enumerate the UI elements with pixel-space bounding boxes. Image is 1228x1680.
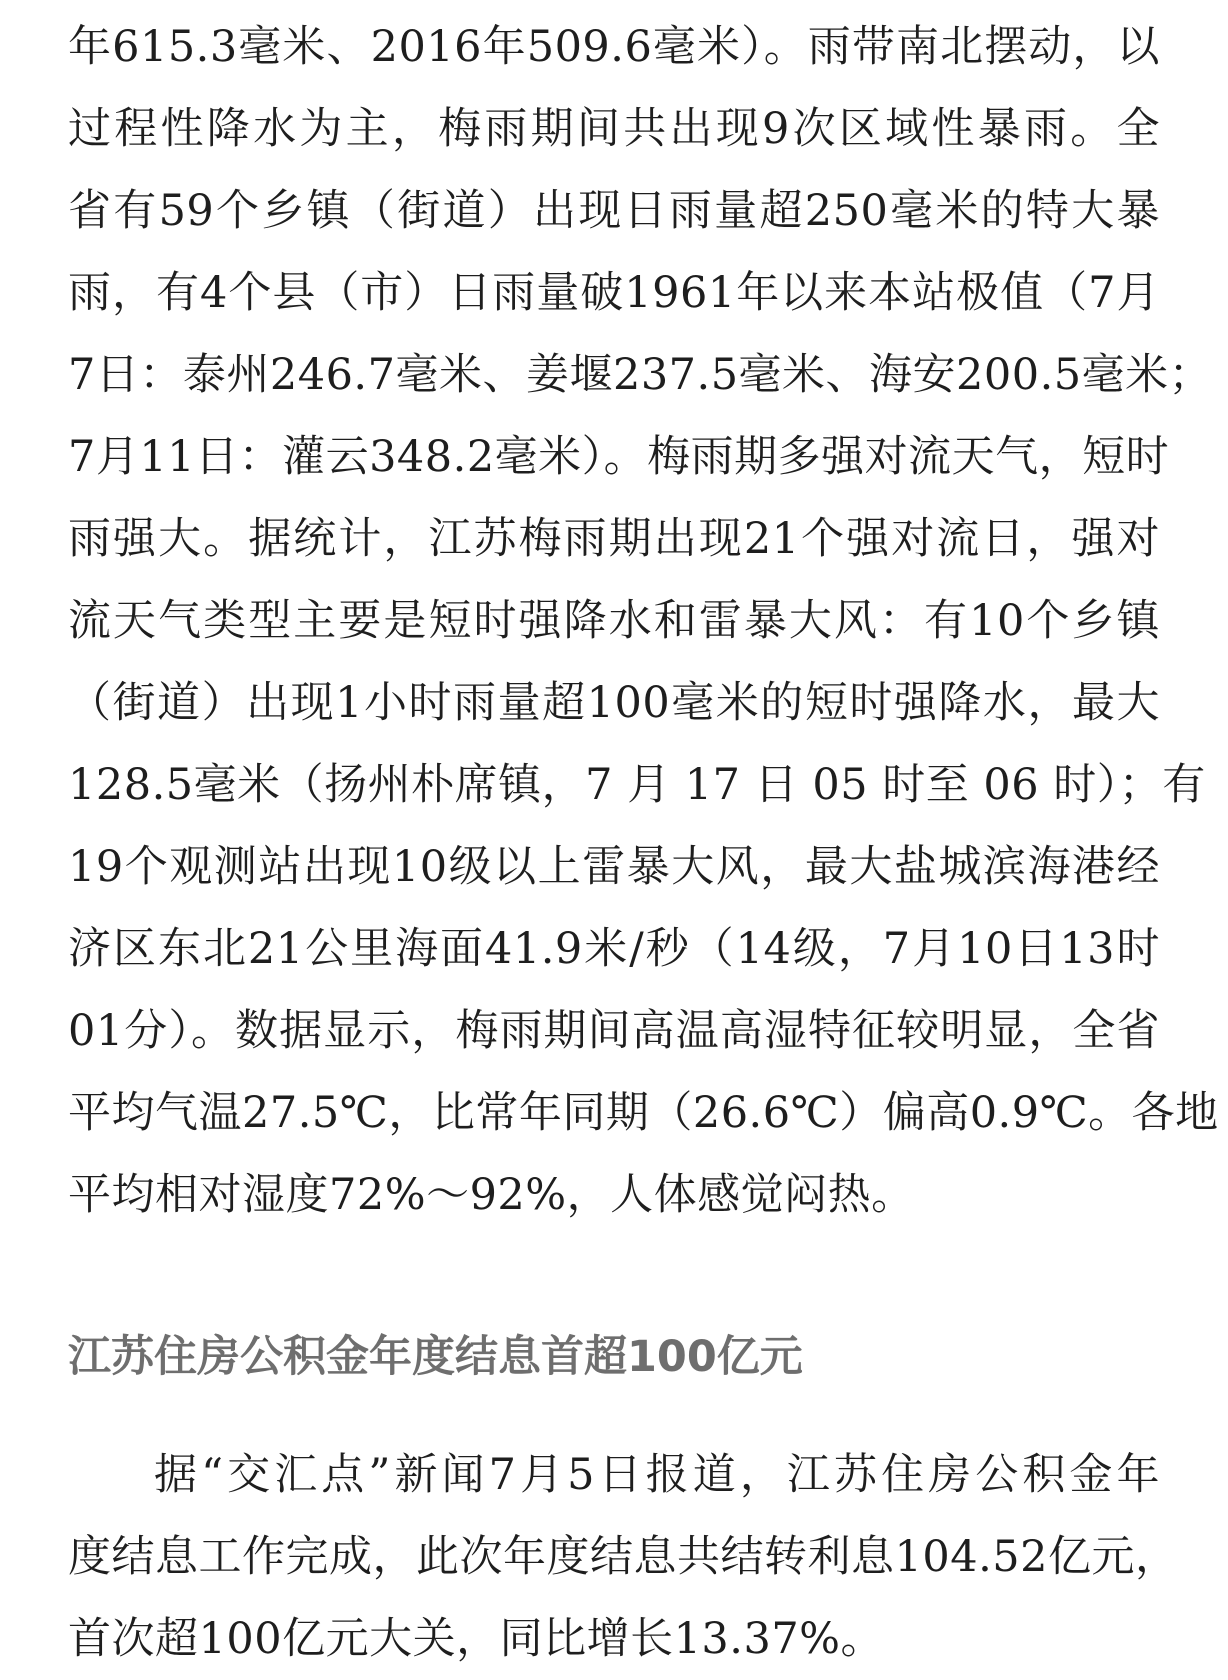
paragraph-meiyu [68,6,1219,1236]
text-line: （街道）出现1小时雨量超100毫米的短时强降水，最大 [68,678,1160,728]
text-line: 省有59个乡镇（街道）出现日雨量超250毫米的特大暴 [68,186,1160,236]
text-line: 128.5毫米（扬州朴席镇，7 月 17 日 05 时至 06 时）；有 [68,760,1206,810]
text-line: 度结息工作完成，此次年度结息共结转利息104.52亿元， [68,1531,1179,1582]
text-line: 过程性降水为主，梅雨期间共出现9次区域性暴雨。全 [68,104,1160,154]
text-line: 7月11日：灌云348.2毫米）。梅雨期多强对流天气，短时 [68,432,1170,482]
text-line: 7日：泰州246.7毫米、姜堰237.5毫米、海安200.5毫米； [68,350,1213,400]
text-line: 19个观测站出现10级以上雷暴大风，最大盐城滨海港经 [68,842,1160,892]
text-line: 年615.3毫米、2016年509.6毫米）。雨带南北摆动，以 [68,22,1160,72]
section-heading: 江苏住房公积金年度结息首超100亿元 [68,1332,803,1382]
article-page [68,6,1219,1680]
text-line: 雨，有4个县（市）日雨量破1961年以来本站极值（7月 [68,268,1160,318]
text-line: 雨强大。据统计，江苏梅雨期出现21个强对流日，强对 [68,514,1160,564]
text-line: 平均相对湿度72%～92%，人体感觉闷热。 [68,1170,915,1220]
paragraph-housing-fund [68,1434,1179,1680]
text-line: 01分）。数据显示，梅雨期间高温高湿特征较明显，全省 [68,1006,1160,1056]
text-line: 济区东北21公里海面41.9米/秒（14级，7月10日13时 [68,924,1160,974]
text-line: 据“交汇点”新闻7月5日报道，江苏住房公积金年 [154,1449,1160,1500]
text-line: 平均气温27.5℃，比常年同期（26.6℃）偏高0.9℃。各地 [68,1088,1219,1138]
text-line: 流天气类型主要是短时强降水和雷暴大风：有10个乡镇 [68,596,1160,646]
text-line: 首次超100亿元大关，同比增长13.37%。 [68,1613,885,1664]
